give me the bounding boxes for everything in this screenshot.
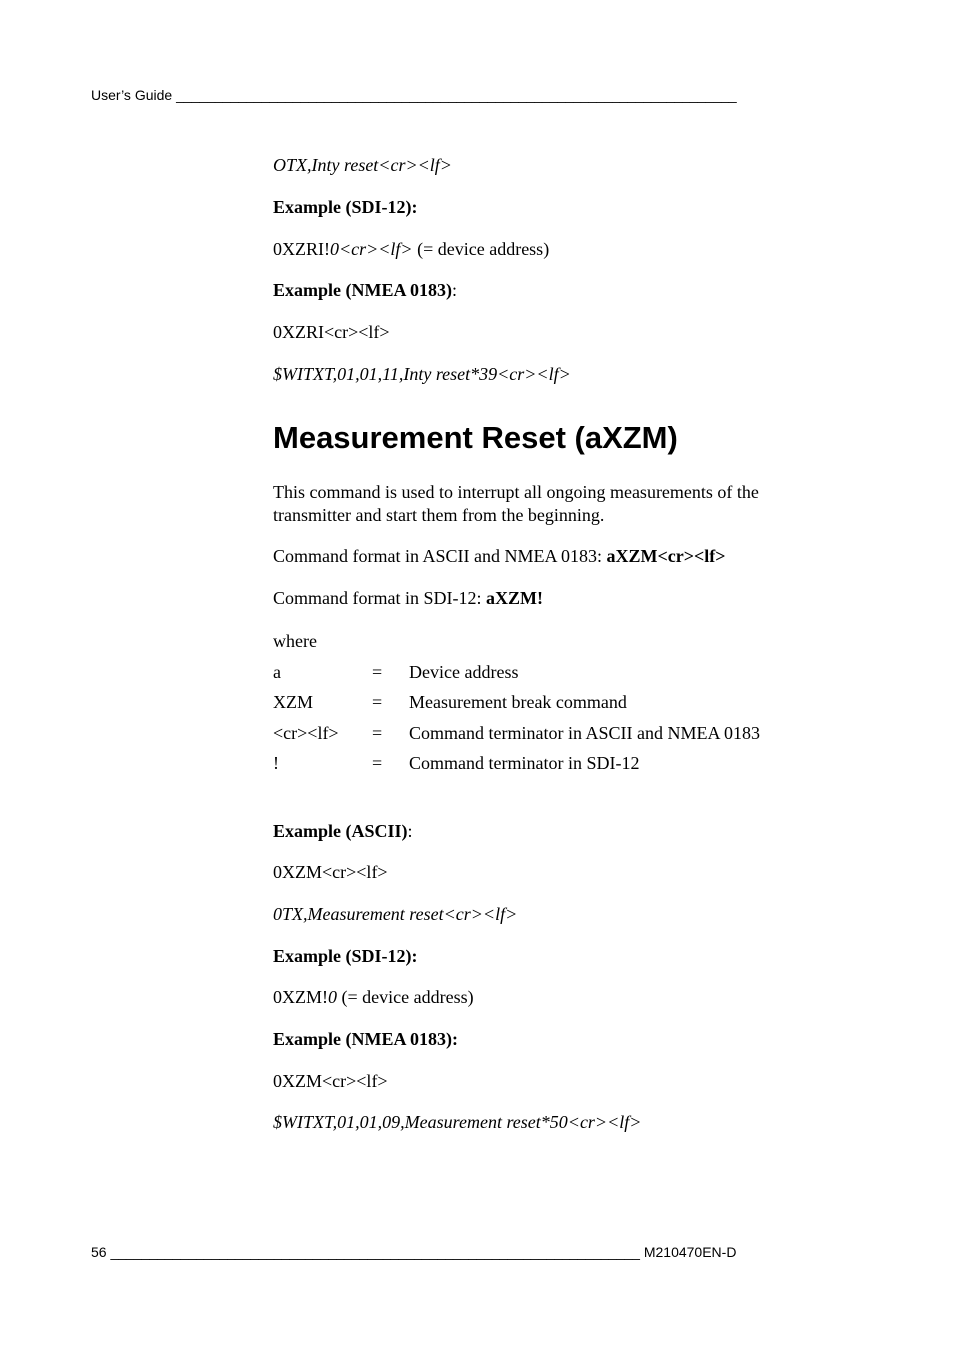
example-ascii-line	[273, 820, 413, 842]
footer-doc-id: M210470EN-D	[643, 1244, 737, 1260]
example-nmea-label: Example (NMEA 0183)	[273, 280, 452, 300]
definition-description: Device address	[409, 662, 519, 682]
example-ascii-colon: :	[407, 821, 413, 841]
sdi-command-suffix: (= device address)	[412, 239, 550, 259]
example-nmea-line	[273, 279, 457, 301]
definition-equals: =	[372, 692, 383, 712]
example-nmea-label-2: Example (NMEA 0183):	[273, 1029, 458, 1049]
running-header	[91, 87, 737, 103]
nmea-command-line: 0XZRI<cr><lf>	[273, 322, 390, 342]
sdi-command-line	[273, 238, 549, 260]
nmea-command-line-2: 0XZM<cr><lf>	[273, 1071, 388, 1091]
running-footer	[91, 1244, 736, 1260]
format-sdi-prefix: Command format in SDI-12:	[273, 588, 486, 608]
definition-row	[273, 752, 813, 774]
footer-rule: ____________________________________________________________________	[110, 1244, 640, 1260]
example-sdi-label-2: Example (SDI-12):	[273, 946, 418, 966]
where-label: where	[273, 631, 317, 651]
format-ascii-prefix: Command format in ASCII and NMEA 0183:	[273, 546, 607, 566]
definition-term: !	[273, 753, 279, 773]
sdi-command-italic-2: 0	[328, 987, 337, 1007]
nmea-response-line: $WITXT,01,01,11,Inty reset*39<cr><lf>	[273, 364, 571, 384]
definition-row	[273, 691, 813, 713]
otx-response-line: OTX,Inty reset<cr><lf>	[273, 155, 452, 175]
definition-equals: =	[372, 723, 383, 743]
definition-term: <cr><lf>	[273, 723, 339, 743]
ascii-command-line: 0XZM<cr><lf>	[273, 862, 388, 882]
format-sdi-command: aXZM!	[485, 588, 543, 608]
format-ascii-command: aXZM<cr><lf>	[606, 546, 726, 566]
sdi-command-prefix: 0XZRI!	[273, 239, 330, 259]
example-ascii-label: Example (ASCII)	[273, 821, 408, 841]
definition-term: a	[273, 662, 281, 682]
definition-description: Command terminator in ASCII and NMEA 0183	[409, 723, 760, 743]
definition-equals: =	[372, 662, 383, 682]
example-sdi-label: Example (SDI-12):	[273, 197, 418, 217]
format-ascii-line	[273, 545, 725, 567]
header-title: User’s Guide	[91, 87, 173, 103]
definition-equals: =	[372, 753, 383, 773]
sdi-command-line-2	[273, 986, 474, 1008]
section-heading: Measurement Reset (aXZM)	[273, 420, 678, 455]
header-rule: ________________________________________________________________________	[176, 87, 737, 103]
definition-description: Command terminator in SDI-12	[409, 753, 640, 773]
definition-term: XZM	[273, 692, 313, 712]
format-sdi-line	[273, 587, 543, 609]
sdi-command-italic: 0<cr><lf>	[330, 239, 413, 259]
footer-page-number: 56	[91, 1244, 107, 1260]
definition-row	[273, 722, 813, 744]
sdi-command-suffix-2: (= device address)	[337, 987, 474, 1007]
example-nmea-colon: :	[452, 280, 458, 300]
ascii-response-line: 0TX,Measurement reset<cr><lf>	[273, 904, 518, 924]
nmea-response-line-2: $WITXT,01,01,09,Measurement reset*50<cr><lf>	[273, 1112, 642, 1132]
definition-row	[273, 661, 813, 683]
section-intro: This command is used to interrupt all ongoing measurements of the transmitter and start them from the beginning.	[273, 482, 759, 525]
definition-description: Measurement break command	[409, 692, 627, 712]
sdi-command-prefix-2: 0XZM!	[273, 987, 328, 1007]
